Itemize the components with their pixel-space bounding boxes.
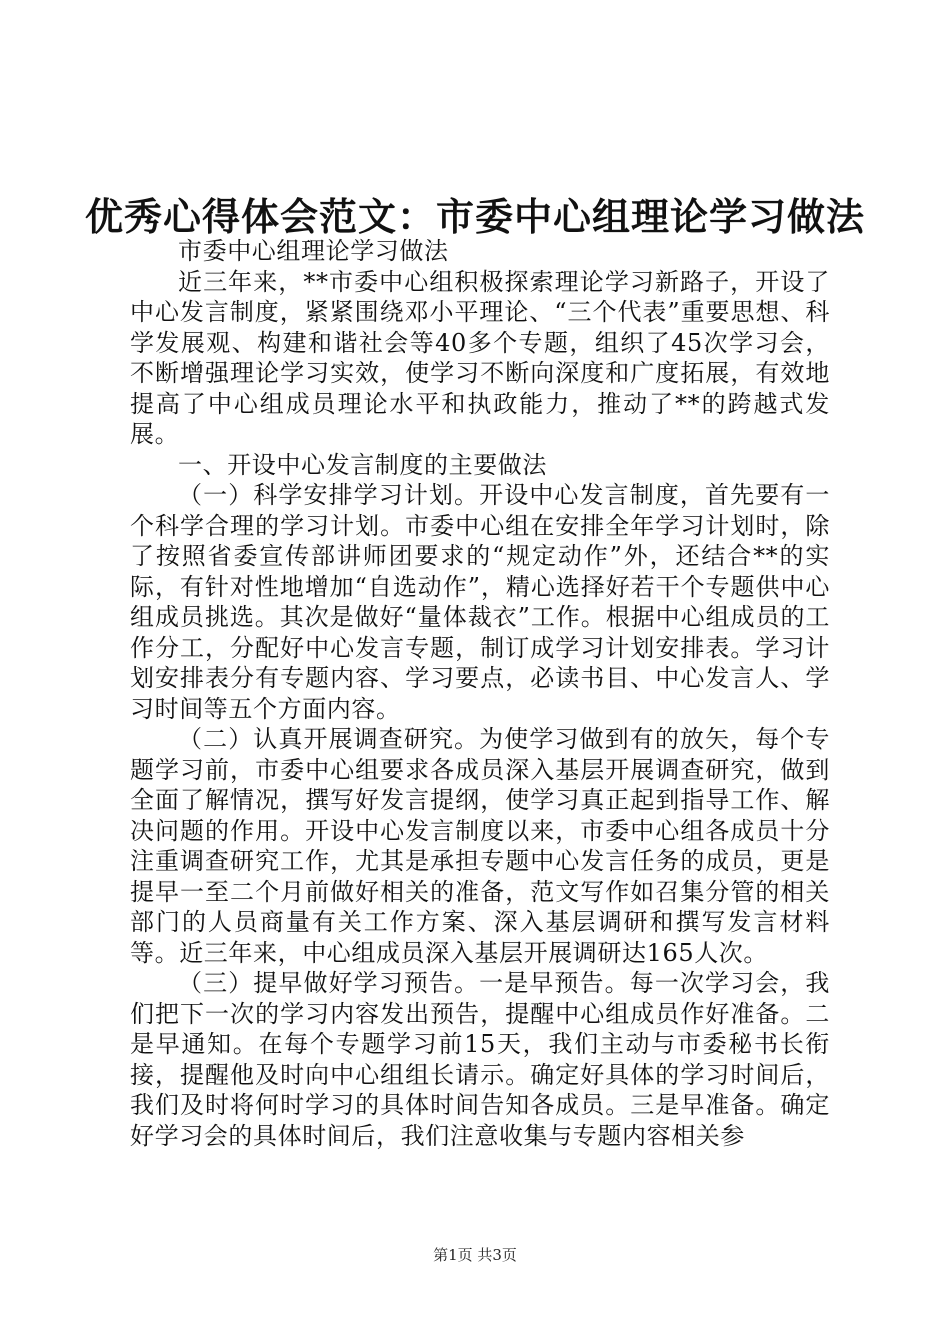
- section-heading: 一、开设中心发言制度的主要做法: [178, 450, 547, 479]
- subtitle-paragraph: 市委中心组理论学习做法: [178, 237, 449, 265]
- document-body: [130, 236, 830, 1151]
- intro-paragraph: 近三年来，**市委中心组积极探索理论学习新路子，开设了中心发言制度，紧紧围绕邓小平理论、“三个代表”重要思想、科学发展观、构建和谐社会等40多个专题，组织了45次学习会，不断增强理论学习实效，使学习不断向深度和广度拓展，有效地提高了中心组成员理论水平和执政能力，推动了**的跨越式发展。: [130, 267, 830, 448]
- page-footer: 第1页 共3页: [433, 1246, 517, 1264]
- body-paragraph: （一）科学安排学习计划。开设中心发言制度，首先要有一个科学合理的学习计划。市委中心组在安排全年学习计划时，除了按照省委宣传部讲师团要求的“规定动作”外，还结合**的实际，有针对性地增加“自选动作”，精心选择好若干个专题供中心组成员挑选。其次是做好“量体裁衣”工作。根据中心组成员的工作分工，分配好中心发言专题，制订成学习计划安排表。学习计划安排表分有专题内容、学习要点，必读书目、中心发言人、学习时间等五个方面内容。: [130, 481, 830, 723]
- document-title: 优秀心得体会范文：市委中心组理论学习做法: [84, 194, 865, 239]
- body-paragraph: （三）提早做好学习预告。一是早预告。每一次学习会，我们把下一次的学习内容发出预告，提醒中心组成员作好准备。二是早通知。在每个专题学习前15天，我们主动与市委秘书长衔接，提醒他及时向中心组组长请示。确定好具体的学习时间后，我们及时将何时学习的具体时间告知各成员。三是早准备。确定好学习会的具体时间后，我们注意收集与专题内容相关参: [130, 969, 830, 1150]
- body-paragraph: （二）认真开展调查研究。为使学习做到有的放矢，每个专题学习前，市委中心组要求各成员深入基层开展调查研究，做到全面了解情况，撰写好发言提纲，使学习真正起到指导工作、解决问题的作用。开设中心发言制度以来，市委中心组各成员十分注重调查研究工作，尤其是承担专题中心发言任务的成员，更是提早一至二个月前做好相关的准备，范文写作如召集分管的相关部门的人员商量有关工作方案、深入基层调研和撰写发言材料等。近三年来，中心组成员深入基层开展调研达165人次。: [130, 725, 830, 967]
